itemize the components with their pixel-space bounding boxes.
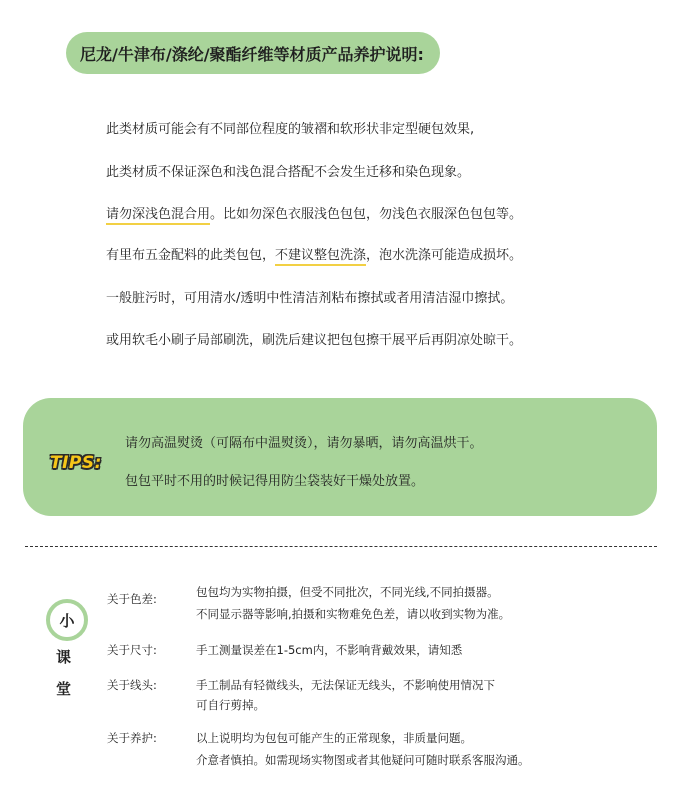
tips-line-2: 包包平时不用的时候记得用防尘袋装好干燥处放置。 [125,474,425,489]
care-paragraph-4-start: 有里布五金配料的此类包包， [106,248,276,263]
care-paragraph-1: 此类材质可能会有不同部位程度的皱褶和软形状非定型硬包效果, [106,122,475,137]
highlight-no-washing: 不建议整包洗涤 [275,248,366,266]
label-thread: 关于线头: [107,678,157,692]
care-paragraph-4 [106,247,522,265]
classroom-char-1: 小 [59,611,75,630]
classroom-badge [46,599,88,641]
note-care-line-2: 介意者慎拍。如需现场实物图或者其他疑问可随时联系客服沟通。 [196,753,530,767]
note-color-line-1: 包包均为实物拍摄，但受不同批次，不同光线,不同拍摄器。 [196,585,499,599]
dashed-divider [25,546,657,547]
tips-box [23,398,657,516]
note-thread-line-1: 手工制品有轻微线头，无法保证无线头，不影响使用情况下 [196,678,495,692]
care-paragraph-3 [106,206,522,224]
classroom-char-2: 课 [56,648,72,666]
tips-label: TIPS: [50,453,102,473]
care-paragraph-3-rest: 。比如勿深色衣服浅色包包，勿浅色衣服深色包包等。 [210,207,523,222]
tips-line-1: 请勿高温熨烫（可隔布中温熨烫），请勿暴晒，请勿高温烘干。 [125,436,483,451]
care-title: 尼龙/牛津布/涤纶/聚酯纤维等材质产品养护说明: [66,32,440,74]
label-size: 关于尺寸: [107,643,157,657]
label-color-difference: 关于色差: [107,592,157,606]
note-color-line-2: 不同显示器等影响,拍摄和实物难免色差，请以收到实物为准。 [196,607,511,621]
note-size-line-1: 手工测量误差在1-5cm内，不影响背戴效果，请知悉 [196,643,463,657]
note-thread-line-2: 可自行剪掉。 [196,698,265,712]
label-care: 关于养护: [107,731,157,745]
care-paragraph-5: 一般脏污时，可用清水/透明中性清洁剂粘布擦拭或者用清洁湿巾擦拭。 [106,291,514,306]
classroom-char-3: 堂 [56,680,72,698]
care-paragraph-2: 此类材质不保证深色和浅色混合搭配不会发生迁移和染色现象。 [106,165,471,180]
highlight-no-mixing: 请勿深浅色混合用 [106,207,210,225]
care-paragraph-6: 或用软毛小刷子局部刷洗，刷洗后建议把包包擦干展平后再阴凉处晾干。 [106,333,523,348]
note-care-line-1: 以上说明均为包包可能产生的正常现象，非质量问题。 [196,731,472,745]
care-paragraph-4-end: ，泡水洗涤可能造成损坏。 [366,248,523,263]
